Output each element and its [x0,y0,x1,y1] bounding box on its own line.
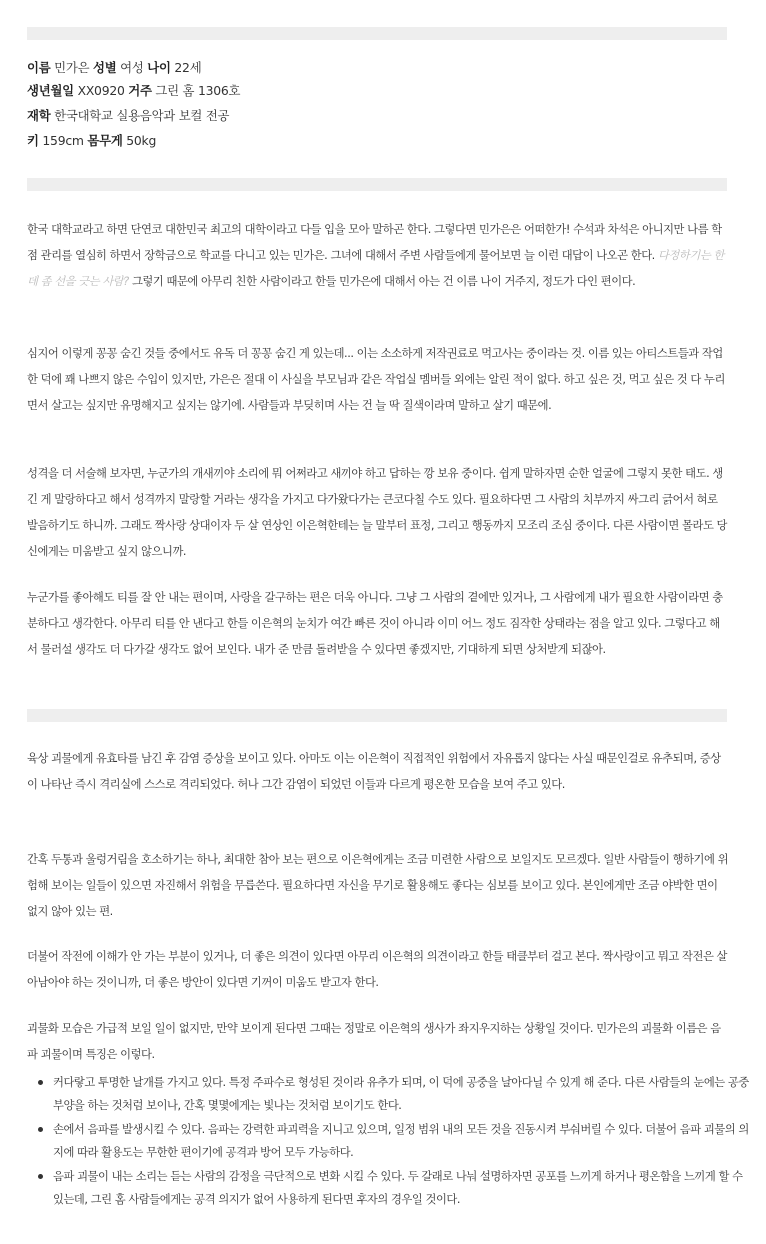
gender-label: 성별 [93,60,117,75]
section-divider [27,709,727,722]
profile-line-birth-residence [27,83,240,99]
paragraph: 심지어 이렇게 꽁꽁 숨긴 것들 중에서도 유독 더 꽁꽁 숨긴 게 있는데... 이는 소소하게 저작권료로 먹고사는 중이라는 것. 이름 있는 아티스트들과 작업한 덕에 꽤 나쁘지 않은 수입이 있지만, 가은은 절대 이 사실을 부모님과 같은 작업실 멤버들 외에는 알린 적이 없다. 하고 싶은 것, 먹고 싶은 것 다 누리면서 살고는 싶지만 유명해지고 싶지는 않기에. 사람들과 부딪히며 사는 건 늘 딱 질색이라며 말하고 살기 때문에. [27,347,725,412]
paragraph: 괴물화 모습은 가급적 보일 일이 없지만, 만약 보이게 된다면 그때는 정말로 이은혁의 생사가 좌지우지하는 상황일 것이다. 민가은의 괴물화 이름은 음파 괴물이며 특징은 이렇다. [27,1022,721,1061]
name-label: 이름 [27,60,51,75]
feature-list [27,1071,755,1212]
school-value: 한국대학교 실용음악과 보컬 전공 [50,108,230,123]
birth-label: 생년월일 [27,83,74,98]
school-label: 재학 [27,108,51,123]
profile-line-school [27,108,229,124]
quoted-hint: 다정하기는 한데 좀 선을 긋는 사람? [27,249,724,288]
profile-line-body [27,133,156,149]
paragraph: 더불어 작전에 이해가 안 가는 부분이 있거나, 더 좋은 의견이 있다면 아무리 이은혁의 의견이라고 한들 태클부터 걸고 본다. 짝사랑이고 뭐고 작전은 살아남아야 하는 것이니까, 더 좋은 방안이 있다면 기꺼이 미움도 받고자 한다. [27,950,728,989]
paragraph-text: 그렇기 때문에 아무리 친한 사람이라고 한들 민가은에 대해서 아는 건 이름 나이 거주지, 정도가 다인 편이다. [128,275,636,288]
section-divider [27,27,727,40]
paragraph [27,217,729,295]
paragraph: 육상 괴물에게 유효타를 남긴 후 감염 증상을 보이고 있다. 아마도 이는 이은혁이 직접적인 위험에서 자유롭지 않다는 사실 때문인걸로 유추되며, 증상이 나타난 즉시 격리실에 스스로 격리되었다. 허나 그간 감염이 되었던 이들과 다르게 평온한 모습을 보여 주고 있다. [27,752,721,791]
paragraph: 간혹 두통과 울렁거림을 호소하기는 하나, 최대한 참아 보는 편으로 이은혁에게는 조금 미련한 사람으로 보일지도 모르겠다. 일반 사람들이 행하기에 위험해 보이는 일들이 있으면 자진해서 위험을 무릅쓴다. 필요하다면 자신을 무기로 활용해도 좋다는 심보를 보이고 있다. 본인에게만 조금 야박한 면이 없지 않아 있는 편. [27,853,729,918]
list-item: 음파 괴물이 내는 소리는 듣는 사람의 감정을 극단적으로 변화 시킬 수 있다. 두 갈래로 나눠 설명하자면 공포를 느끼게 하거나 평온함을 느끼게 할 수 있는데, 그린 홈 사람들에게는 공격 의지가 없어 사용하게 된다면 후자의 경우일 것이다. [53,1165,755,1211]
paragraph: 누군가를 좋아해도 티를 잘 안 내는 편이며, 사랑을 갈구하는 편은 더욱 아니다. 그냥 그 사람의 곁에만 있거나, 그 사람에게 내가 필요한 사람이라면 충분하다고 생각한다. 아무리 티를 안 낸다고 한들 이은혁의 눈치가 여간 빠른 것이 아니라 이미 어느 정도 짐작한 상태라는 점을 알고 있다. 그렇다고 해서 물러설 생각도 더 다가갈 생각도 없어 보인다. 내가 준 만큼 돌려받을 수 있다면 좋겠지만, 기대하게 되면 상처받게 되잖아. [27,591,723,656]
paragraph-text: 한국 대학교라고 하면 단연코 대한민국 최고의 대학이라고 다들 입을 모아 말하곤 한다. 그렇다면 민가은은 어떠한가! 수석과 차석은 아니지만 나름 학점 관리를 열심히 하면서 장학금으로 학교를 다니고 있는 민가은. 그녀에 대해서 주변 사람들에게 물어보면 늘 이런 대답이 나오곤 한다. [27,223,722,262]
weight-value: 50kg [122,133,157,148]
paragraph: 성격을 더 서술해 보자면, 누군가의 개새끼야 소리에 뭐 어쩌라고 새끼야 하고 답하는 깡 보유 중이다. 쉽게 말하자면 순한 얼굴에 그렇지 못한 태도. 생긴 게 말랑하다고 해서 성격까지 말랑할 거라는 생각을 가지고 다가왔다가는 큰코다칠 수도 있다. 필요하다면 그 사람의 치부까지 싸그리 긁어서 혀로 발음하기도 하니까. 그래도 짝사랑 상대이자 두 살 연상인 이은혁한테는 늘 말부터 표정, 그리고 행동까지 모조리 조심 중이다. 다른 사람이면 몰라도 당신에게는 미움받고 싶지 않으니까. [27,467,728,558]
birth-value: XX0920 [73,83,129,98]
list-item: 커다랗고 투명한 날개를 가지고 있다. 특정 주파수로 형성된 것이라 유추가 되며, 이 덕에 공중을 날아다닐 수 있게 해 준다. 다른 사람들의 눈에는 공중부양을 하는 것처럼 보이나, 간혹 몇몇에게는 빛나는 것처럼 보이기도 한다. [53,1071,755,1117]
height-label: 키 [27,133,39,148]
section-divider [27,178,727,191]
residence-value: 그린 홈 1306호 [151,83,241,98]
residence-label: 거주 [128,83,152,98]
height-value: 159cm [38,133,88,148]
profile-line-basic [27,60,201,76]
list-item: 손에서 음파를 발생시킬 수 있다. 음파는 강력한 파괴력을 지니고 있으며, 일정 범위 내의 모든 것을 진동시켜 부숴버릴 수 있다. 더불어 음파 괴물의 의지에 따라 활용도는 무한한 편이기에 공격과 방어 모두 가능하다. [53,1118,755,1164]
gender-value: 여성 [116,60,148,75]
age-label: 나이 [147,60,171,75]
age-value: 22세 [170,60,202,75]
name-value: 민가은 [50,60,93,75]
weight-label: 몸무게 [87,133,123,148]
